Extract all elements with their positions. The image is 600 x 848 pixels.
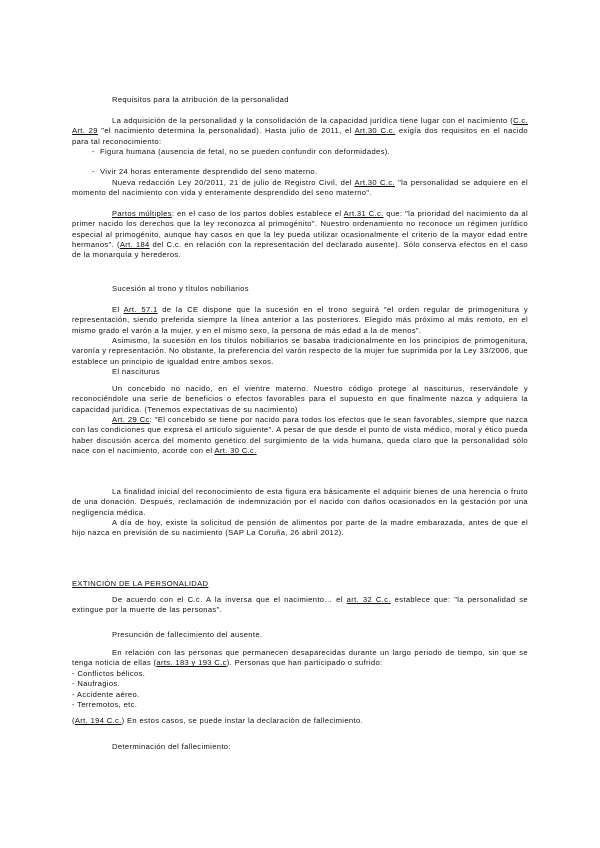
bullet-text: Vivir 24 horas enteramente desprendido del seno materno. [100, 167, 318, 177]
paragraph-finalidad [72, 487, 528, 518]
paragraph-text: que: "la prioridad del nacimiento da al primer nacido los derechos que la ley reconozca al primogénito". Nuestro ordenamiento no reconoce un régimen jurídico especial al primogénito, aunque hay casos en que la ley pueda utilizar ocasionalmente el criterio de la mayor edad entre hermanos". ( [72, 209, 528, 249]
paragraph-text: : en el caso de los partos dobles establece el [171, 209, 344, 218]
paragraph-art-29 [72, 415, 528, 456]
section-heading-determinacion [72, 742, 528, 752]
legal-reference-link[interactable]: Art. 30 C.c. [214, 445, 257, 455]
paragraph-text: En relación con las personas que permanecen desaparecidas durante un largo periodo de tiempo, sin que se tenga noticia de ellas ( [72, 648, 528, 668]
legal-reference-link[interactable]: Art. 29 Cc [112, 415, 150, 424]
term-label: Partos múltiples [112, 209, 172, 218]
heading-text: Determinación del fallecimiento: [112, 742, 231, 751]
paragraph-text: ( [72, 716, 75, 725]
paragraph-sucesion-trono [72, 305, 528, 336]
paragraph-text: ) En estos casos, se puede instar la declaración de fallecimiento. [121, 716, 363, 725]
list-catastrophes [72, 669, 528, 710]
paragraph-text: Nueva redacción Ley 20/2011, 21 de julio de Registro Civil, del [112, 178, 355, 187]
paragraph-text: Asimismo, la sucesión en los títulos nobiliarios se basaba tradicionalmente en los principios de primogenitura, varonía y representación. No obstante, la preferencia del varón respecto de la mujer fue suprimida por la Ley 33/2006, que establece un principio de igualdad entre ambos sexos. [72, 336, 528, 366]
paragraph-text: exigía dos requisitos en el nacido para tal reconocimiento: [72, 126, 528, 146]
paragraph-desaparecidas [72, 648, 528, 669]
paragraph-text: A día de hoy, existe la solicitud de pensión de alimentos por parte de la madre embarazada, antes de que el hijo nazca en previsión de su nacimiento (SAP La Coruña, 26 abril 2012). [72, 518, 528, 538]
legal-reference-link[interactable]: Art. 194 C.c. [74, 716, 122, 725]
paragraph-adquisicion [72, 116, 528, 147]
paragraph-text: establece que: "la personalidad se extingue por la muerte de las personas". [72, 595, 528, 615]
legal-reference-link[interactable]: Art. 184 [119, 239, 150, 249]
legal-reference-link[interactable]: Art. 57.1 [123, 305, 158, 314]
list-item: - Naufragios. [72, 679, 121, 689]
paragraph-text: "el nacimiento determina la personalidad). Hasta julio de 2011, el [97, 126, 355, 136]
list-item: - Accidente aéreo. [72, 689, 140, 699]
bullet-text: Figura humana (ausencia de fetal, no se pueden confundir con deformidades). [100, 147, 391, 156]
heading-text: EXTINCIÓN DE LA PERSONALIDAD [72, 579, 209, 588]
paragraph-text: "la personalidad se adquiere en el momento del nacimiento con vida y enteramente desprendido del seno materno". [72, 178, 528, 198]
paragraph-text: De acuerdo con el C.c. A la inversa que el nacimiento… el [112, 595, 347, 604]
paragraph-text: de la CE dispone que la sucesión en el trono seguirá "el orden regular de primogenitura y representación, siendo preferida siempre la línea anterior a las posteriores. Elegido más próximo al más remoto, en el mismo grado el varón a la mujer, y en el mismo sexo, la persona de más edad a la de menos". [72, 305, 528, 335]
paragraph-text: del C.c. en relación con la representación del declarado ausente). Sólo conserva efectos en el caso de la monarquía y herederos. [72, 239, 528, 260]
paragraph-text: Un concebido no nacido, en el vientre materno. Nuestro código protege al nasciturus, reservándole y reconociéndole una serie de beneficios o efectos favorables para el supuesto en que finalmente nazca y adquiera la capacidad jurídica. (Tenemos expectativas de su nacimiento) [72, 384, 528, 414]
paragraph-extincion [72, 595, 528, 616]
section-heading-requisitos [72, 95, 528, 105]
legal-reference-link[interactable]: C.c. Art. 29 [72, 116, 528, 136]
list-item: - Terremotos, etc. [72, 699, 138, 709]
legal-reference-link[interactable]: arts. 183 y 193 C.c [156, 658, 227, 668]
section-heading-sucesion [72, 284, 528, 294]
heading-text: Requisitos para la atribución de la personalidad [112, 95, 289, 104]
paragraph-text: La finalidad inicial del reconocimiento de esta figura era básicamente el adquirir bienes de una herencia o fruto de una donación. Después, reclamación de indemnización por el nacido con daños ocasionados en la gestación por una negligencia médica. [72, 487, 528, 517]
paragraph-text: El [112, 305, 124, 314]
heading-text: Presunción de fallecimiento del ausente. [112, 630, 263, 639]
legal-reference-link[interactable]: art. 32 C.c. [346, 595, 391, 604]
paragraph-pension-alimentos [72, 518, 528, 539]
bullet-vivir-24-horas [72, 167, 556, 177]
legal-reference-link[interactable]: Art.31 C.c. [343, 209, 384, 218]
paragraph-text: La adquisición de la personalidad y la consolidación de la capacidad jurídica tiene lugar con el nacimiento ( [112, 116, 514, 125]
paragraph-declaracion-fallecimiento [72, 716, 528, 726]
legal-reference-link[interactable]: Art.30 C.c. [354, 126, 396, 136]
heading-text: Sucesión al trono y títulos nobiliarios [112, 284, 249, 293]
heading-text: El nasciturus [112, 367, 161, 376]
list-item: - Conflictos bélicos. [72, 669, 146, 678]
bullet-figura-humana [72, 147, 556, 157]
paragraph-nueva-redaccion [72, 178, 528, 199]
paragraph-titulos-nobiliarios [72, 336, 528, 367]
paragraph-text: ). Personas que han participado o sufrido: [226, 658, 383, 668]
section-heading-nasciturus [72, 367, 528, 377]
paragraph-text: : "El concebido se tiene por nacido para todos los efectos que le sean favorables, siempre que nazca con las condiciones que expresa el artículo siguiente". A pesar de que desde el punto de vista médico, moral y ético pueda haber discusión acerca del momento genético del surgimiento de la vida humana, queda claro que la personalidad sólo nace con el nacimiento, acorde con el [72, 415, 528, 455]
paragraph-concebido [72, 384, 528, 415]
section-heading-extincion [72, 579, 528, 589]
paragraph-partos-multiples [72, 209, 528, 260]
section-heading-presuncion [72, 630, 528, 640]
legal-reference-link[interactable]: Art.30 C.c. [354, 178, 395, 187]
